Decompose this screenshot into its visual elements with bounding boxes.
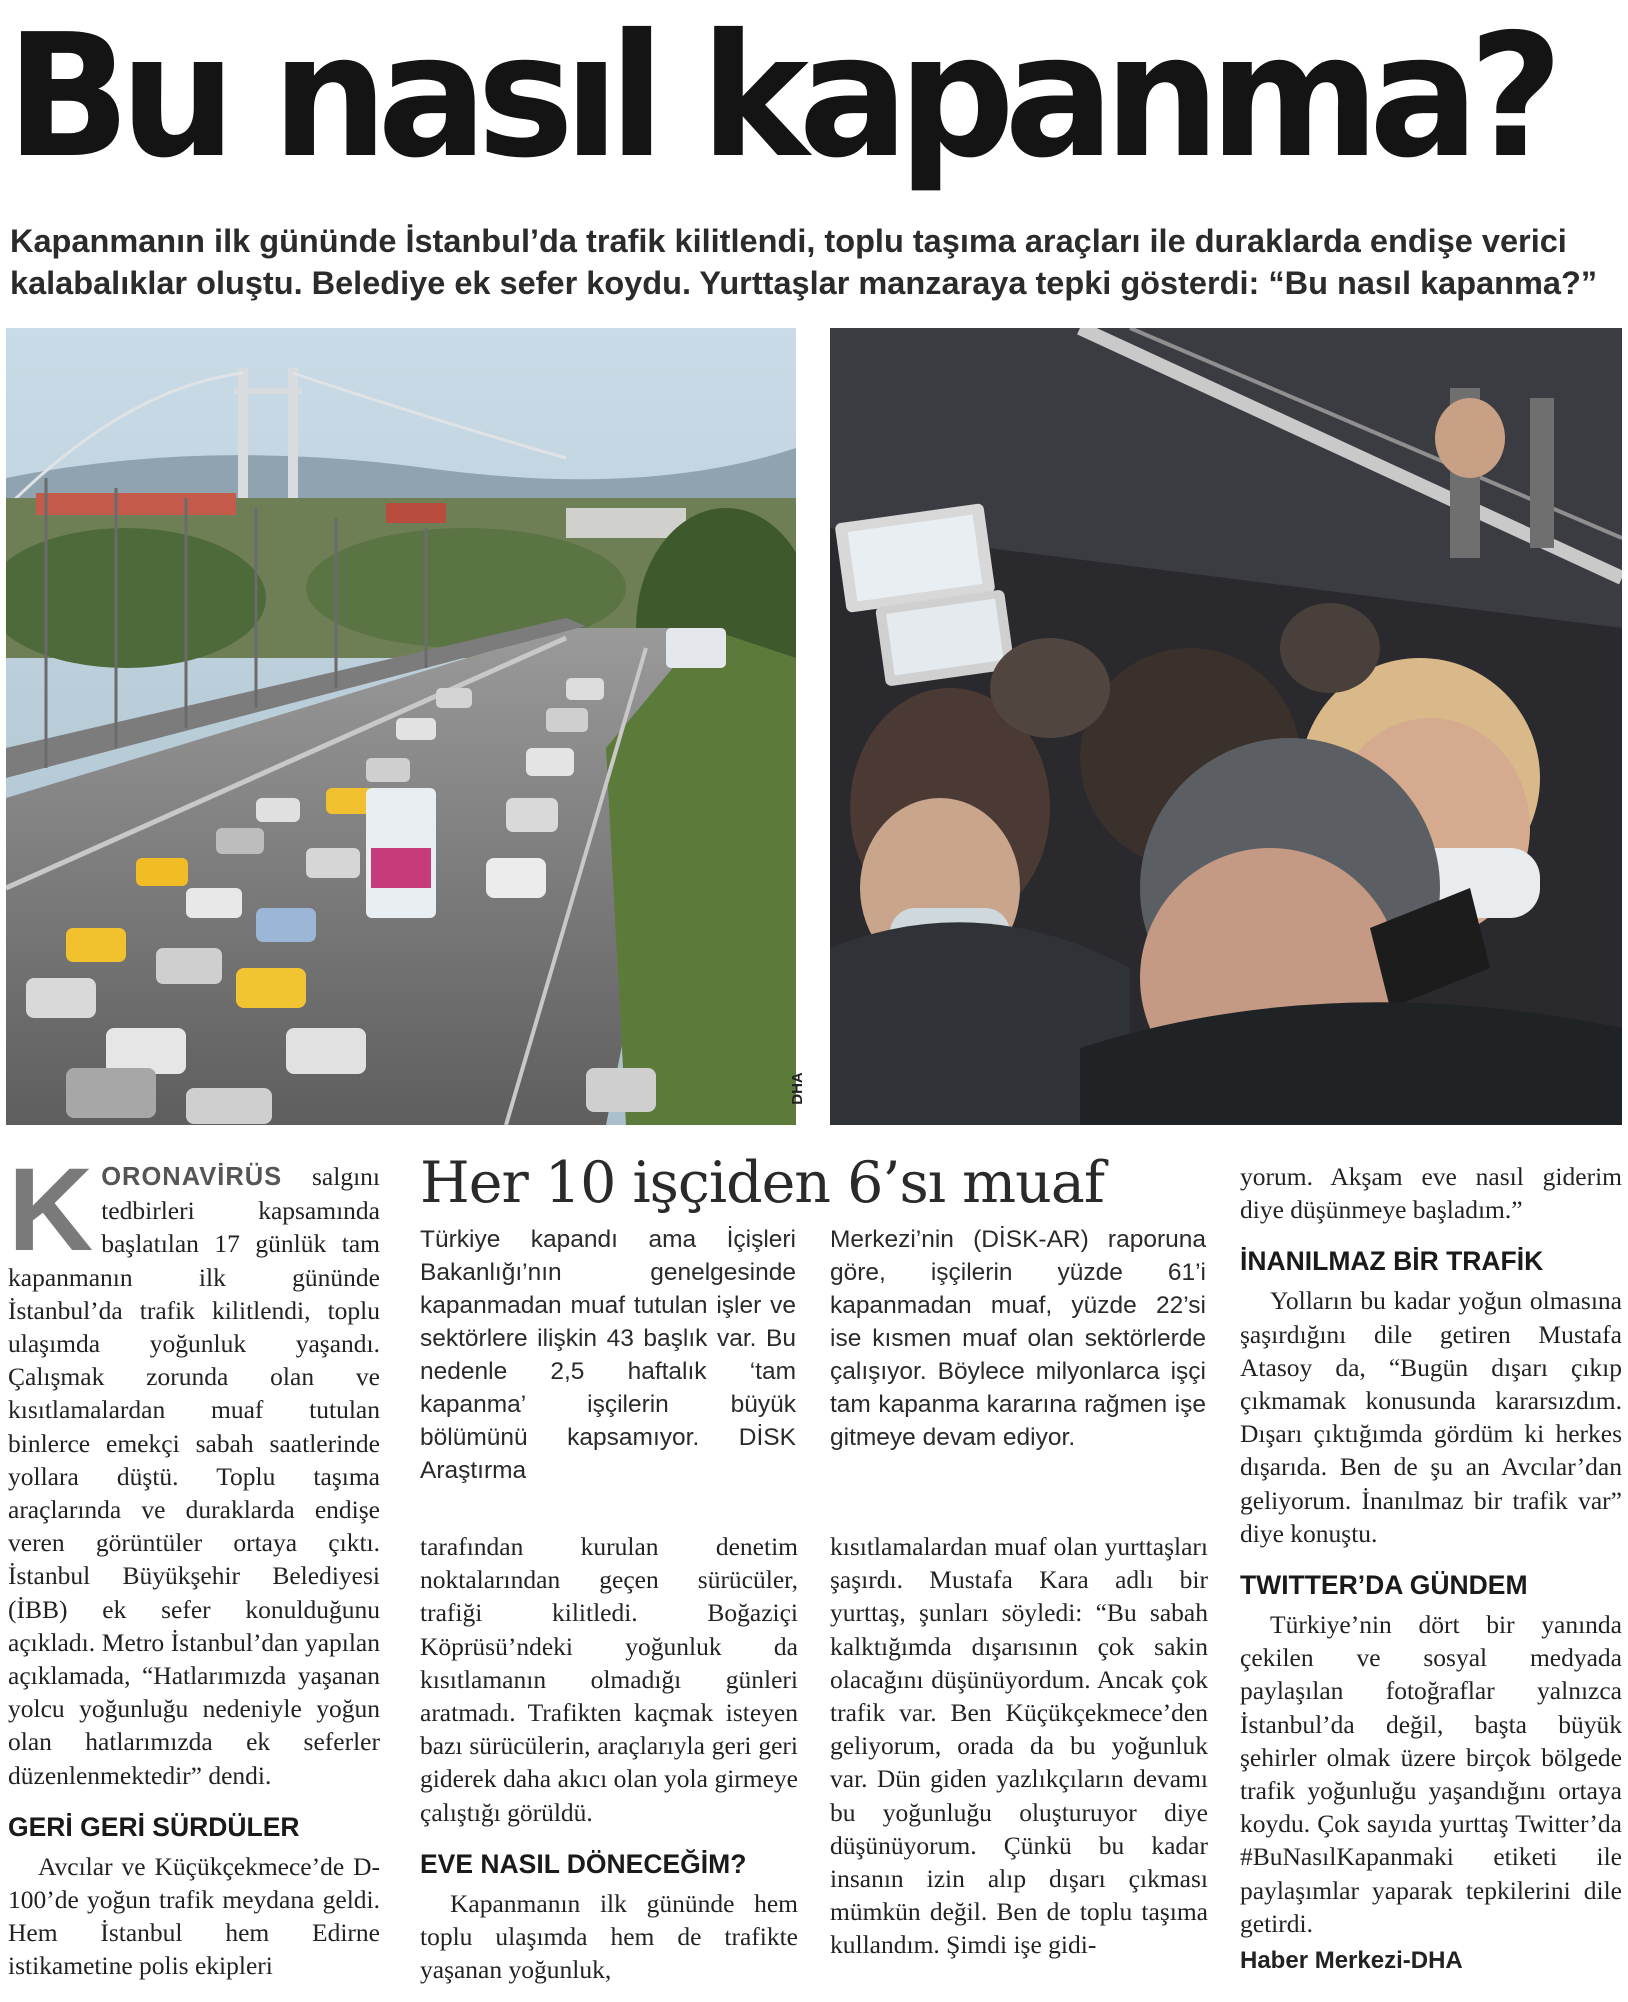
col1-para1: salgını tedbirleri kapsamında başlatılan 17 günlük tam kapanmanın ilk gününde İstanbul’da trafik kilitlendi, toplu ulaşımda yoğunluk yaşandı. Çalışmak zorunda olan ve kısıtlamalardan muaf tutulan binlerce emekçi sabah saatlerinde yollara düştü. Toplu taşıma araçlarında ve duraklarda endişe veren görüntüler ortaya çıktı. İstanbul Büyükşehir Belediyesi (İBB) ek sefer konulduğunu açıkladı. Metro İstanbul’dan yapılan açıklamada, “Hatlarımızda yaşanan yolcu yoğunluğu nedeniyle yoğun olan hatlarımızda ek seferler düzenlenmektedir” dendi.	[8, 1162, 380, 1790]
metro-crowd-photo	[830, 328, 1622, 1125]
byline-signature: Haber Merkezi-DHA	[1240, 1947, 1463, 1975]
col4-para1: yorum. Akşam eve nasıl giderim diye düşünmeye başladım.”	[1240, 1162, 1622, 1225]
deck: Kapanmanın ilk gününde İstanbul’da trafik kilitlendi, toplu taşıma araçları ile duraklarda endişe verici kalabalıklar oluştu. Belediye ek sefer koydu. Yurttaşlar manzaraya tepki gösterdi: “Bu nasıl kapanma?”	[10, 223, 1598, 301]
col2-para2: Kapanmanın ilk gününde hem toplu ulaşımda hem de trafikte yaşanan yoğunluk,	[420, 1888, 798, 1985]
box-title: Her 10 işçiden 6’sı muaf	[420, 1150, 1104, 1216]
headline: Bu nasıl kapanma?	[6, 0, 1553, 196]
photo-credit	[788, 1060, 827, 1126]
col3-para1: kısıtlamalardan muaf olan yurttaşları şaşırdı. Mustafa Kara adlı bir yurttaş, şunları söyledi: “Bu sabah kalktığımda dışarısının çok sakin olacağını düşünüyordum. Ancak çok trafik var. Ben Küçükçekmece’den geliyorum, orada da bu yoğunluk var. Dün giden yazlıkçıların devamı bu yoğunluğu oluşturuyor diye düşünüyorum. Çünkü bu kadar insanın izin alıp dışarı çıkması mümkün değil. Ben de toplu taşıma kullandım. Şimdi işe gidi-	[830, 1532, 1208, 1960]
subheading-twitter: TWITTER’DA GÜNDEM	[1240, 1570, 1528, 1601]
col1-para2: Avcılar ve Küçükçekmece’de D-100’de yoğun trafik meydana geldi. Hem İstanbul hem Edirne istikametine polis ekipleri	[8, 1851, 380, 1981]
article-column-4	[1240, 1160, 1622, 1977]
box-text-right	[830, 1223, 1206, 1454]
box-text-left	[420, 1223, 796, 1487]
article-column-3	[830, 1530, 1208, 1962]
traffic-photo	[6, 328, 796, 1125]
photo-credit-text: DHA	[788, 1072, 806, 1105]
lead-caps: ORONAVİRÜS	[101, 1163, 283, 1191]
subheading-eve-nasil: EVE NASIL DÖNECEĞİM?	[420, 1848, 747, 1879]
article-column-2	[420, 1530, 798, 1986]
article-column-1	[8, 1144, 380, 1983]
col4-para3: Türkiye’nin dört bir yanında çekilen ve sosyal medyada paylaşılan fotoğraflar yalnızca İstanbul’da değil, başta büyük şehirler olmak üzere birçok bölgede trafik yoğunluğu yaşandığını ortaya koydu. Çok sayıda yurttaş Twitter’da #BuNasılKapanmaki etiketi ile paylaşımlar yaparak tepkilerini dile getirdi.	[1240, 1610, 1622, 1938]
col2-para1: tarafından kurulan denetim noktalarından geçen sürücüler, trafiği kilitledi. Boğaziçi Köprüsü’ndeki yoğunluk da kısıtlamanın olmadığı günleri aratmadı. Trafikten kaçmak isteyen bazı sürücülerin, araçlarıyla geri geri giderek daha akıcı olan yola girmeye çalıştığı görüldü.	[420, 1532, 798, 1827]
subheading-geri-geri: GERİ GERİ SÜRDÜLER	[8, 1811, 300, 1842]
box-right-paragraph: Merkezi’nin (DİSK-AR) raporuna göre, işçilerin yüzde 61’i kapanmadan muaf, yüzde 22’si ise kısmen muaf olan sektörlerde çalışıyor. Böylece milyonlarca işçi tam kapanma kararına rağmen işe gitmeye devam ediyor.	[830, 1226, 1206, 1451]
subheading-inanilmaz: İNANILMAZ BİR TRAFİK	[1240, 1246, 1544, 1277]
dropcap: K	[8, 1144, 94, 1276]
box-left-paragraph: Türkiye kapandı ama İçişleri Bakanlığı’nın genelgesinde kapanmadan muaf tutulan işler ve sektörlere ilişkin 43 başlık var. Bu nedenle 2,5 haftalık ‘tam kapanma’ işçilerin büyük bölümünü kapsamıyor. DİSK Araştırma	[420, 1226, 796, 1484]
col4-para2: Yolların bu kadar yoğun olmasına şaşırdığını dile getiren Mustafa Atasoy da, “Bugün dışarı çıkıp çıkmamak konusunda kararsızdım. Dışarı çıktığımda gördüm ki herkes dışarıda. Ben de şu an Avcılar’dan geliyorum. İnanılmaz bir trafik var” diye konuştu.	[1240, 1286, 1622, 1548]
